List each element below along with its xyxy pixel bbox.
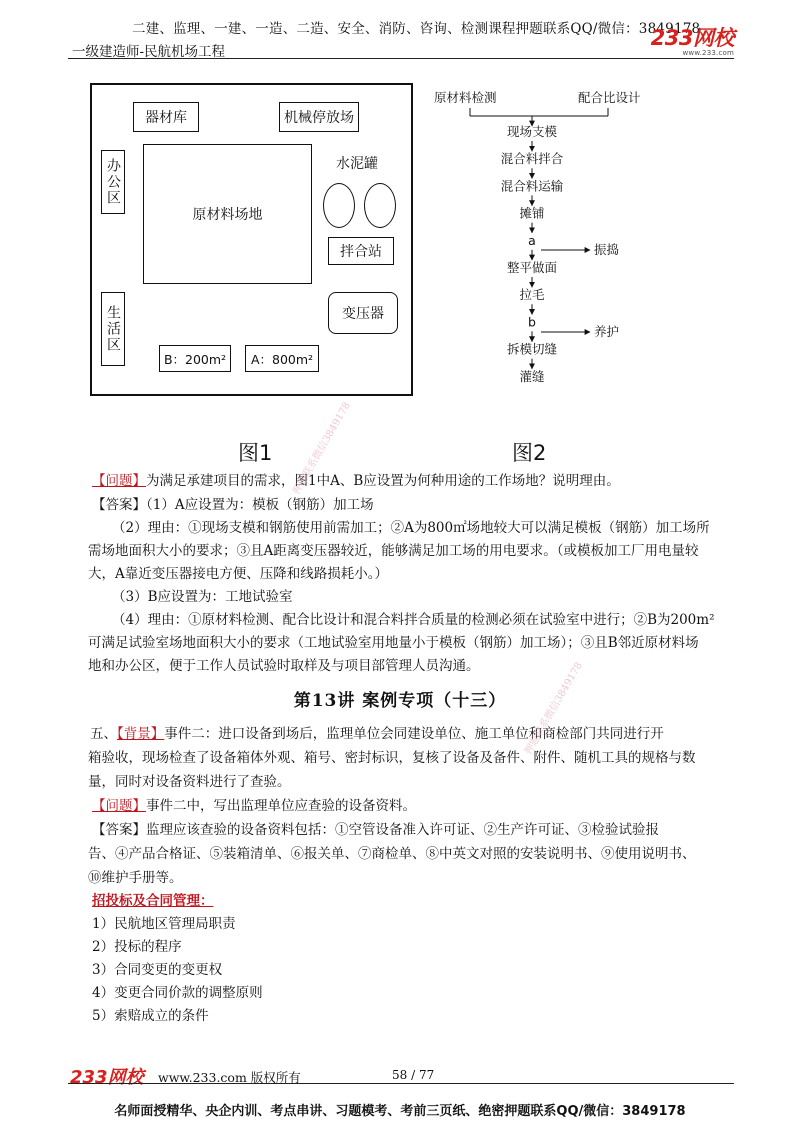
flow-step: 灌缝 <box>519 368 545 384</box>
qa1-answer-2b: 需场地面积大小的要求；③且A距离变压器较近，能够满足加工场的用电要求。（或模板加工厂用电量较 <box>88 543 699 559</box>
flow-step: 现场支模 <box>506 124 558 139</box>
case5-answer-2: 告、④产品合格证、⑤装箱清单、⑥报关单、⑦商检单、⑧中英文对照的安装说明书、⑨使用说明书、 <box>88 846 696 862</box>
equipment-store-box: 器材库 <box>133 102 199 132</box>
flow-raw-material-test: 原材料检测 <box>434 90 497 105</box>
figure1-site-layout <box>90 83 413 396</box>
footer-page-number: 58 / 77 <box>392 1068 435 1082</box>
qa1-answer-4b: 可满足试验室场地面积大小的要求（工地试验室用地量小于模板（钢筋）加工场）；③且B邻近原材料场 <box>88 635 699 651</box>
header-logo: 233网校 www.233.com <box>650 26 734 57</box>
cement-tank-right <box>364 183 396 228</box>
header-course-title: 一级建造师-民航机场工程 <box>72 44 226 60</box>
qa1-answer-2c: 大，A靠近变压器接电方便、压降和线路损耗小。） <box>88 566 388 582</box>
footer-logo: 233网校 <box>70 1067 144 1088</box>
section-title: 第13讲 案例专项（十三） <box>293 691 507 711</box>
case5-background-1: 五、【背景】事件二：进口设备到场后，监理单位会同建设单位、施工单位和商检部门共同进行开 <box>90 726 664 742</box>
office-area-box: 办公区 <box>101 150 125 214</box>
bidding-item-4: 4）变更合同价款的调整原则 <box>92 985 263 1001</box>
flow-step: 混合料拌合 <box>500 151 564 167</box>
machine-parking-box: 机械停放场 <box>279 102 359 132</box>
bidding-item-1: 1）民航地区管理局职责 <box>92 916 236 932</box>
qa1-answer-2a: （2）理由：①现场支模和钢筋使用前需加工；②A为800㎡场地较大可以满足模板（钢筋）加工场所 <box>112 520 710 536</box>
case5-answer-3: ⑩维护手册等。 <box>88 870 183 886</box>
flow-step: 拆模切缝 <box>506 341 558 357</box>
watermark-1: 押题联系微信3849178 <box>291 400 353 497</box>
bidding-item-5: 5）索赔成立的条件 <box>92 1008 209 1024</box>
case5-question: 【问题】事件二中，写出监理单位应查验的设备资料。 <box>92 798 416 814</box>
figure2-process-flowchart <box>420 82 670 402</box>
living-area-box: 生活区 <box>101 292 125 366</box>
qa1-answer-4c: 地和办公区，便于工作人员试验时取样及与项目部管理人员沟通。 <box>88 658 480 674</box>
mixing-station-box: 拌合站 <box>328 237 394 265</box>
footer-site: www.233.com 版权所有 <box>158 1070 301 1085</box>
cement-tank-label: 水泥罐 <box>336 156 378 172</box>
flow-step: b <box>528 314 536 330</box>
bidding-item-2: 2）投标的程序 <box>92 939 182 955</box>
footer-divider <box>68 1083 734 1084</box>
area-a-box: A：800m² <box>245 345 319 372</box>
flow-side-vibrate: 振捣 <box>594 242 620 257</box>
transformer-box: 变压器 <box>328 292 398 334</box>
qa1-answer-4a: （4）理由：①原材料检测、配合比设计和混合料拌合质量的检测必须在试验室中进行；②B为200m² <box>112 612 715 628</box>
cement-tank-left <box>323 183 355 228</box>
case5-background-2: 箱验收，现场检查了设备箱体外观、箱号、密封标识，复核了设备及备件、附件、随机工具的规格与数 <box>88 750 696 766</box>
flow-step: 摊铺 <box>519 205 545 221</box>
footer-contact-line: 名师面授精华、央企内训、考点串讲、习题模考、考前三页纸、绝密押题联系QQ/微信：3849178 <box>114 1104 686 1119</box>
qa1-answer-1: 【答案】（1）A应设置为：模板（钢筋）加工场 <box>92 497 374 513</box>
raw-material-yard-box: 原材料场地 <box>143 144 312 284</box>
qa1-question: 【问题】为满足承建项目的需求，图1中A、B应设置为何种用途的工作场地？说明理由。 <box>92 473 620 489</box>
flow-step: 混合料运输 <box>500 178 564 194</box>
bidding-item-3: 3）合同变更的变更权 <box>92 962 223 978</box>
case5-background-3: 量，同时对设备资料进行了查验。 <box>88 774 291 790</box>
figure1-caption: 图1 <box>238 441 273 465</box>
header-divider <box>68 58 734 59</box>
header-contact-line: 二建、监理、一建、一造、二造、安全、消防、咨询、检测课程押题联系QQ/微信：3849178 <box>132 21 701 37</box>
flow-step: 拉毛 <box>519 287 545 303</box>
flow-step: a <box>528 232 536 248</box>
case5-answer-1: 【答案】监理应该查验的设备资料包括：①空管设备准入许可证、②生产许可证、③检验试验报 <box>92 822 659 838</box>
area-b-box: B：200m² <box>159 345 231 372</box>
flow-step: 整平做面 <box>506 260 558 275</box>
watermark-2: 押题联系微信3849178 <box>523 660 585 757</box>
flow-mix-design: 配合比设计 <box>578 90 641 105</box>
qa1-answer-3: （3）B应设置为：工地试验室 <box>112 589 293 605</box>
bidding-title: 招投标及合同管理： <box>92 893 214 909</box>
flow-side-cure: 养护 <box>594 324 620 339</box>
figure2-caption: 图2 <box>512 441 547 465</box>
